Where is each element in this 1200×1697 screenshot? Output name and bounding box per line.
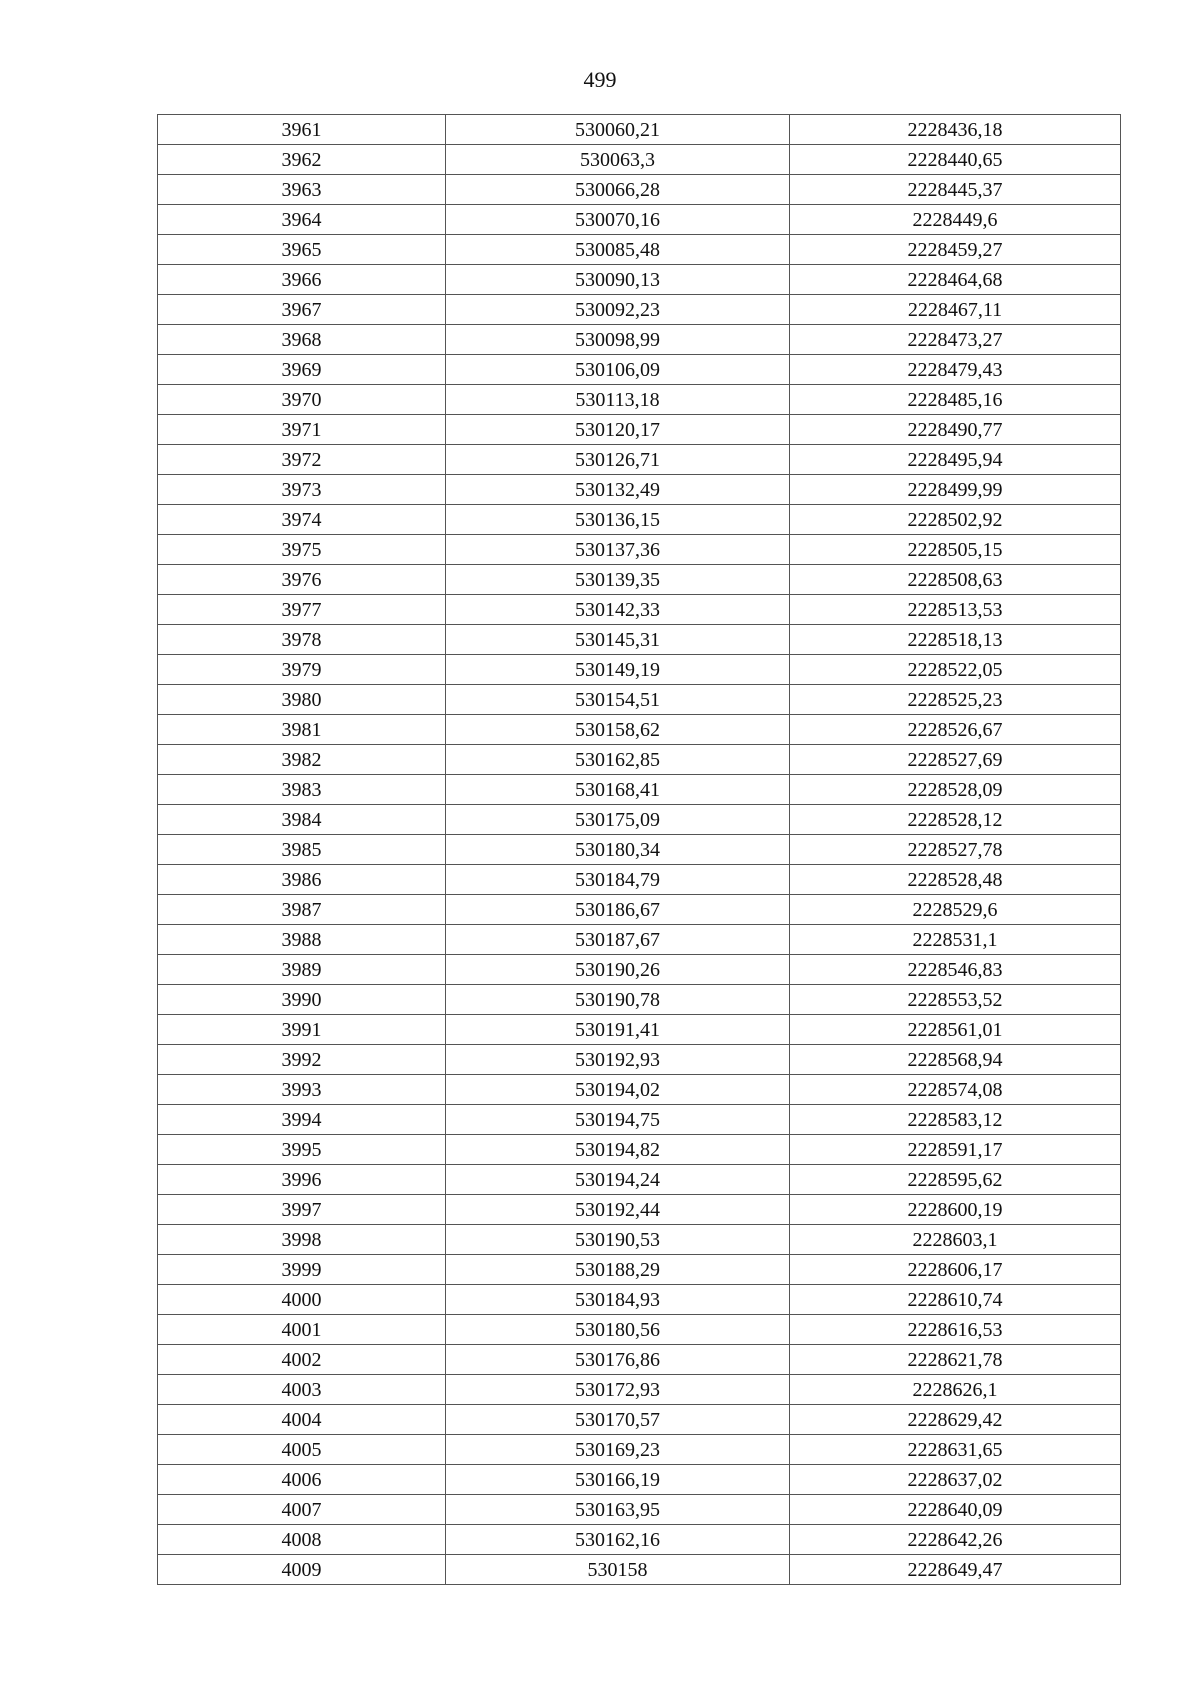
table-row [158, 385, 1121, 415]
table-row [158, 505, 1121, 535]
table-row [158, 325, 1121, 355]
y-coordinate-cell: 2228479,43 [790, 355, 1121, 385]
x-coordinate-cell: 530162,85 [446, 745, 790, 775]
y-coordinate-cell: 2228490,77 [790, 415, 1121, 445]
y-coordinate-cell: 2228518,13 [790, 625, 1121, 655]
point-number-cell: 3963 [158, 175, 446, 205]
point-number-cell: 3962 [158, 145, 446, 175]
table-row [158, 745, 1121, 775]
table-row [158, 115, 1121, 145]
x-coordinate-cell: 530149,19 [446, 655, 790, 685]
x-coordinate-cell: 530175,09 [446, 805, 790, 835]
point-number-cell: 4009 [158, 1555, 446, 1585]
table-row [158, 205, 1121, 235]
y-coordinate-cell: 2228513,53 [790, 595, 1121, 625]
y-coordinate-cell: 2228583,12 [790, 1105, 1121, 1135]
y-coordinate-cell: 2228600,19 [790, 1195, 1121, 1225]
x-coordinate-cell: 530194,75 [446, 1105, 790, 1135]
point-number-cell: 4002 [158, 1345, 446, 1375]
point-number-cell: 3999 [158, 1255, 446, 1285]
x-coordinate-cell: 530168,41 [446, 775, 790, 805]
x-coordinate-cell: 530085,48 [446, 235, 790, 265]
x-coordinate-cell: 530184,79 [446, 865, 790, 895]
point-number-cell: 3964 [158, 205, 446, 235]
point-number-cell: 3977 [158, 595, 446, 625]
y-coordinate-cell: 2228527,78 [790, 835, 1121, 865]
y-coordinate-cell: 2228631,65 [790, 1435, 1121, 1465]
x-coordinate-cell: 530158 [446, 1555, 790, 1585]
y-coordinate-cell: 2228508,63 [790, 565, 1121, 595]
x-coordinate-cell: 530192,93 [446, 1045, 790, 1075]
table-row [158, 415, 1121, 445]
table-row [158, 1525, 1121, 1555]
x-coordinate-cell: 530098,99 [446, 325, 790, 355]
table-row [158, 1315, 1121, 1345]
table-row [158, 685, 1121, 715]
x-coordinate-cell: 530154,51 [446, 685, 790, 715]
point-number-cell: 3996 [158, 1165, 446, 1195]
point-number-cell: 4003 [158, 1375, 446, 1405]
x-coordinate-cell: 530063,3 [446, 145, 790, 175]
y-coordinate-cell: 2228595,62 [790, 1165, 1121, 1195]
y-coordinate-cell: 2228527,69 [790, 745, 1121, 775]
point-number-cell: 3986 [158, 865, 446, 895]
x-coordinate-cell: 530136,15 [446, 505, 790, 535]
point-number-cell: 3992 [158, 1045, 446, 1075]
y-coordinate-cell: 2228526,67 [790, 715, 1121, 745]
point-number-cell: 4001 [158, 1315, 446, 1345]
y-coordinate-cell: 2228495,94 [790, 445, 1121, 475]
x-coordinate-cell: 530137,36 [446, 535, 790, 565]
point-number-cell: 3979 [158, 655, 446, 685]
point-number-cell: 3980 [158, 685, 446, 715]
table-row [158, 715, 1121, 745]
y-coordinate-cell: 2228502,92 [790, 505, 1121, 535]
x-coordinate-cell: 530194,24 [446, 1165, 790, 1195]
point-number-cell: 3998 [158, 1225, 446, 1255]
point-number-cell: 3967 [158, 295, 446, 325]
table-row [158, 1435, 1121, 1465]
table-row [158, 265, 1121, 295]
x-coordinate-cell: 530166,19 [446, 1465, 790, 1495]
y-coordinate-cell: 2228531,1 [790, 925, 1121, 955]
x-coordinate-cell: 530060,21 [446, 115, 790, 145]
x-coordinate-cell: 530172,93 [446, 1375, 790, 1405]
table-row [158, 1135, 1121, 1165]
point-number-cell: 3990 [158, 985, 446, 1015]
point-number-cell: 3966 [158, 265, 446, 295]
table-row [158, 595, 1121, 625]
table-row [158, 655, 1121, 685]
x-coordinate-cell: 530191,41 [446, 1015, 790, 1045]
table-row [158, 1225, 1121, 1255]
point-number-cell: 3975 [158, 535, 446, 565]
y-coordinate-cell: 2228610,74 [790, 1285, 1121, 1315]
table-row [158, 895, 1121, 925]
y-coordinate-cell: 2228464,68 [790, 265, 1121, 295]
y-coordinate-cell: 2228603,1 [790, 1225, 1121, 1255]
x-coordinate-cell: 530163,95 [446, 1495, 790, 1525]
point-number-cell: 4004 [158, 1405, 446, 1435]
y-coordinate-cell: 2228528,09 [790, 775, 1121, 805]
point-number-cell: 4000 [158, 1285, 446, 1315]
table-row [158, 1015, 1121, 1045]
table-row [158, 865, 1121, 895]
y-coordinate-cell: 2228499,99 [790, 475, 1121, 505]
point-number-cell: 4005 [158, 1435, 446, 1465]
x-coordinate-cell: 530113,18 [446, 385, 790, 415]
point-number-cell: 4007 [158, 1495, 446, 1525]
table-row [158, 1375, 1121, 1405]
point-number-cell: 3961 [158, 115, 446, 145]
table-row [158, 1075, 1121, 1105]
point-number-cell: 3994 [158, 1105, 446, 1135]
coordinates-table [157, 114, 1121, 1585]
x-coordinate-cell: 530162,16 [446, 1525, 790, 1555]
table-row [158, 1045, 1121, 1075]
x-coordinate-cell: 530192,44 [446, 1195, 790, 1225]
x-coordinate-cell: 530176,86 [446, 1345, 790, 1375]
table-row [158, 295, 1121, 325]
y-coordinate-cell: 2228553,52 [790, 985, 1121, 1015]
x-coordinate-cell: 530106,09 [446, 355, 790, 385]
y-coordinate-cell: 2228505,15 [790, 535, 1121, 565]
coordinates-table-body [158, 115, 1121, 1585]
x-coordinate-cell: 530190,78 [446, 985, 790, 1015]
y-coordinate-cell: 2228642,26 [790, 1525, 1121, 1555]
y-coordinate-cell: 2228525,23 [790, 685, 1121, 715]
point-number-cell: 3969 [158, 355, 446, 385]
x-coordinate-cell: 530132,49 [446, 475, 790, 505]
table-row [158, 955, 1121, 985]
table-row [158, 1405, 1121, 1435]
table-row [158, 1105, 1121, 1135]
y-coordinate-cell: 2228621,78 [790, 1345, 1121, 1375]
y-coordinate-cell: 2228485,16 [790, 385, 1121, 415]
table-row [158, 1555, 1121, 1585]
point-number-cell: 3978 [158, 625, 446, 655]
point-number-cell: 3982 [158, 745, 446, 775]
table-row [158, 355, 1121, 385]
table-row [158, 1165, 1121, 1195]
point-number-cell: 3974 [158, 505, 446, 535]
point-number-cell: 4008 [158, 1525, 446, 1555]
y-coordinate-cell: 2228473,27 [790, 325, 1121, 355]
point-number-cell: 3991 [158, 1015, 446, 1045]
point-number-cell: 3981 [158, 715, 446, 745]
point-number-cell: 3976 [158, 565, 446, 595]
y-coordinate-cell: 2228459,27 [790, 235, 1121, 265]
point-number-cell: 3987 [158, 895, 446, 925]
table-row [158, 985, 1121, 1015]
point-number-cell: 3995 [158, 1135, 446, 1165]
y-coordinate-cell: 2228522,05 [790, 655, 1121, 685]
y-coordinate-cell: 2228546,83 [790, 955, 1121, 985]
y-coordinate-cell: 2228561,01 [790, 1015, 1121, 1045]
y-coordinate-cell: 2228649,47 [790, 1555, 1121, 1585]
x-coordinate-cell: 530190,53 [446, 1225, 790, 1255]
x-coordinate-cell: 530126,71 [446, 445, 790, 475]
point-number-cell: 3985 [158, 835, 446, 865]
y-coordinate-cell: 2228528,12 [790, 805, 1121, 835]
y-coordinate-cell: 2228574,08 [790, 1075, 1121, 1105]
table-row [158, 1465, 1121, 1495]
table-row [158, 175, 1121, 205]
x-coordinate-cell: 530158,62 [446, 715, 790, 745]
x-coordinate-cell: 530066,28 [446, 175, 790, 205]
point-number-cell: 4006 [158, 1465, 446, 1495]
x-coordinate-cell: 530169,23 [446, 1435, 790, 1465]
x-coordinate-cell: 530180,34 [446, 835, 790, 865]
x-coordinate-cell: 530170,57 [446, 1405, 790, 1435]
table-row [158, 835, 1121, 865]
point-number-cell: 3965 [158, 235, 446, 265]
y-coordinate-cell: 2228440,65 [790, 145, 1121, 175]
point-number-cell: 3988 [158, 925, 446, 955]
table-row [158, 1495, 1121, 1525]
x-coordinate-cell: 530070,16 [446, 205, 790, 235]
point-number-cell: 3972 [158, 445, 446, 475]
x-coordinate-cell: 530092,23 [446, 295, 790, 325]
point-number-cell: 3973 [158, 475, 446, 505]
x-coordinate-cell: 530145,31 [446, 625, 790, 655]
y-coordinate-cell: 2228568,94 [790, 1045, 1121, 1075]
point-number-cell: 3971 [158, 415, 446, 445]
y-coordinate-cell: 2228449,6 [790, 205, 1121, 235]
table-row [158, 805, 1121, 835]
table-row [158, 1195, 1121, 1225]
y-coordinate-cell: 2228528,48 [790, 865, 1121, 895]
y-coordinate-cell: 2228467,11 [790, 295, 1121, 325]
x-coordinate-cell: 530194,02 [446, 1075, 790, 1105]
point-number-cell: 3970 [158, 385, 446, 415]
table-row [158, 535, 1121, 565]
y-coordinate-cell: 2228626,1 [790, 1375, 1121, 1405]
y-coordinate-cell: 2228637,02 [790, 1465, 1121, 1495]
x-coordinate-cell: 530184,93 [446, 1285, 790, 1315]
y-coordinate-cell: 2228640,09 [790, 1495, 1121, 1525]
y-coordinate-cell: 2228606,17 [790, 1255, 1121, 1285]
x-coordinate-cell: 530188,29 [446, 1255, 790, 1285]
table-row [158, 775, 1121, 805]
x-coordinate-cell: 530142,33 [446, 595, 790, 625]
table-row [158, 565, 1121, 595]
x-coordinate-cell: 530120,17 [446, 415, 790, 445]
table-row [158, 475, 1121, 505]
point-number-cell: 3989 [158, 955, 446, 985]
table-row [158, 925, 1121, 955]
point-number-cell: 3993 [158, 1075, 446, 1105]
table-row [158, 625, 1121, 655]
table-row [158, 1255, 1121, 1285]
x-coordinate-cell: 530090,13 [446, 265, 790, 295]
table-row [158, 235, 1121, 265]
x-coordinate-cell: 530187,67 [446, 925, 790, 955]
x-coordinate-cell: 530186,67 [446, 895, 790, 925]
table-row [158, 445, 1121, 475]
x-coordinate-cell: 530190,26 [446, 955, 790, 985]
y-coordinate-cell: 2228591,17 [790, 1135, 1121, 1165]
table-row [158, 1345, 1121, 1375]
y-coordinate-cell: 2228629,42 [790, 1405, 1121, 1435]
y-coordinate-cell: 2228616,53 [790, 1315, 1121, 1345]
point-number-cell: 3984 [158, 805, 446, 835]
y-coordinate-cell: 2228445,37 [790, 175, 1121, 205]
point-number-cell: 3997 [158, 1195, 446, 1225]
table-row [158, 145, 1121, 175]
x-coordinate-cell: 530180,56 [446, 1315, 790, 1345]
point-number-cell: 3983 [158, 775, 446, 805]
point-number-cell: 3968 [158, 325, 446, 355]
x-coordinate-cell: 530194,82 [446, 1135, 790, 1165]
y-coordinate-cell: 2228436,18 [790, 115, 1121, 145]
page-number: 499 [583, 67, 617, 92]
y-coordinate-cell: 2228529,6 [790, 895, 1121, 925]
x-coordinate-cell: 530139,35 [446, 565, 790, 595]
table-row [158, 1285, 1121, 1315]
